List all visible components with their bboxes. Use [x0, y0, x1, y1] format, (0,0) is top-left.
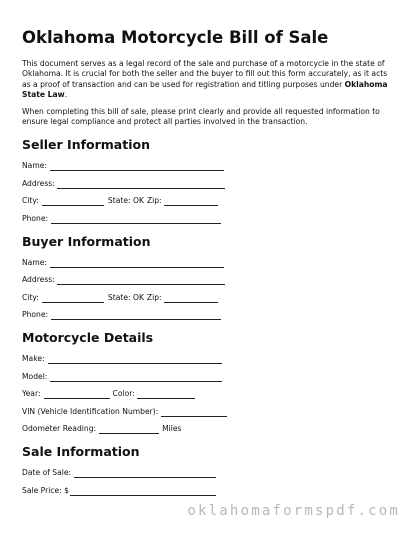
vin-label: VIN (Vehicle Identification Number): — [22, 406, 159, 416]
intro-text: This document serves as a legal record of the sale and purchase of a motorcycle in the state of Oklahoma. It is crucial for both the seller and the buyer to fill out this form accurately, as it acts as a proof of transaction and can be used for registration and titling purposes under — [22, 59, 388, 89]
sale-price-field[interactable] — [70, 487, 216, 496]
seller-phone-label: Phone: — [22, 213, 49, 223]
motorcycle-vin-row — [22, 407, 392, 417]
seller-zip-label: Zip: — [146, 196, 162, 206]
buyer-address-label: Address: — [22, 275, 55, 285]
buyer-phone-row — [22, 310, 392, 320]
seller-city-label: City: — [22, 196, 39, 206]
buyer-phone-field[interactable] — [51, 311, 221, 320]
buyer-address-field[interactable] — [57, 276, 225, 285]
buyer-heading: Buyer Information — [22, 233, 151, 249]
sale-price-label: Sale Price: $ — [22, 485, 69, 495]
buyer-address-row — [22, 275, 392, 285]
seller-address-label: Address: — [22, 178, 55, 188]
sale-price-row — [22, 486, 392, 496]
year-label: Year: — [22, 389, 41, 399]
buyer-name-row — [22, 258, 392, 268]
page-title: Oklahoma Motorcycle Bill of Sale — [22, 28, 329, 47]
buyer-zip-label: Zip: — [146, 292, 162, 302]
seller-name-field[interactable] — [50, 162, 224, 171]
watermark: oklahomaformspdf.com — [187, 503, 400, 519]
buyer-city-label: City: — [22, 292, 39, 302]
make-label: Make: — [22, 354, 45, 364]
motorcycle-year-color-row — [22, 389, 392, 399]
buyer-phone-label: Phone: — [22, 310, 49, 320]
seller-name-label: Name: — [22, 161, 47, 171]
seller-address-row — [22, 179, 392, 189]
buyer-name-field[interactable] — [50, 259, 224, 268]
sale-heading: Sale Information — [22, 444, 140, 460]
seller-name-row — [22, 161, 392, 171]
buyer-state-label: State: OK — [107, 292, 144, 302]
seller-city-row — [22, 196, 392, 206]
bill-of-sale-form — [22, 28, 392, 503]
color-field[interactable] — [137, 390, 195, 399]
make-field[interactable] — [48, 355, 222, 364]
buyer-city-field[interactable] — [42, 294, 104, 303]
sale-date-label: Date of Sale: — [22, 468, 72, 478]
model-label: Model: — [22, 371, 48, 381]
sale-date-row — [22, 468, 392, 478]
year-field[interactable] — [44, 390, 110, 399]
seller-heading: Seller Information — [22, 137, 150, 153]
buyer-name-label: Name: — [22, 257, 47, 267]
intro-paragraph-1 — [22, 59, 392, 101]
intro-paragraph-2: When completing this bill of sale, please print clearly and provide all requested information to ensure legal compliance and protect all parties involved in the transaction. — [22, 106, 380, 127]
intro-end: . — [64, 90, 68, 100]
buyer-city-row — [22, 293, 392, 303]
motorcycle-odometer-row — [22, 424, 392, 434]
miles-label: Miles — [162, 424, 182, 434]
seller-address-field[interactable] — [57, 180, 225, 189]
sale-date-field[interactable] — [74, 469, 216, 478]
color-label: Color: — [112, 389, 135, 399]
motorcycle-heading: Motorcycle Details — [22, 330, 154, 346]
seller-phone-row — [22, 214, 392, 224]
motorcycle-make-row — [22, 354, 392, 364]
seller-state-label: State: OK — [107, 196, 144, 206]
seller-city-field[interactable] — [42, 197, 104, 206]
odometer-label: Odometer Reading: — [22, 424, 97, 434]
seller-phone-field[interactable] — [51, 215, 221, 224]
buyer-zip-field[interactable] — [164, 294, 218, 303]
seller-zip-field[interactable] — [164, 197, 218, 206]
model-field[interactable] — [50, 373, 222, 382]
vin-field[interactable] — [161, 408, 227, 417]
intro-bold-law: Oklahoma State Law — [22, 79, 388, 100]
motorcycle-model-row — [22, 372, 392, 382]
odometer-field[interactable] — [99, 425, 159, 434]
